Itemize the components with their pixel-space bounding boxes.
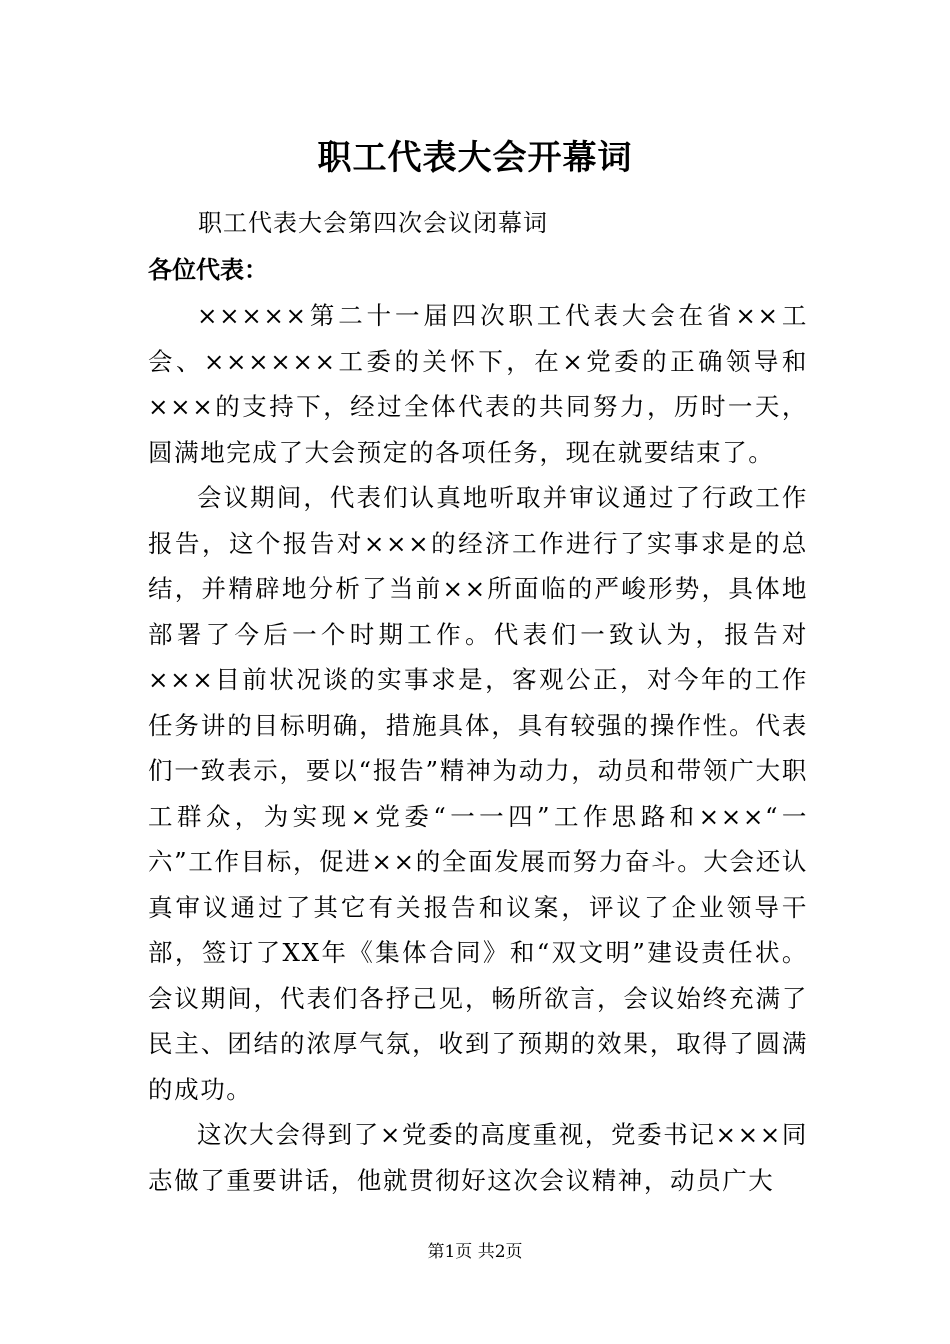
document-subtitle: 职工代表大会第四次会议闭幕词 — [198, 209, 548, 237]
paragraph-3: 这次大会得到了×党委的高度重视，党委书记×××同志做了重要讲话，他就贯彻好这次会议精神，动员广大 — [148, 1120, 808, 1195]
paragraph-1: ×××××第二十一届四次职工代表大会在省××工会、××××××工委的关怀下，在×党委的正确领导和×××的支持下，经过全体代表的共同努力，历时一天，圆满地完成了大会预定的各项任务，现在就要结束了。 — [148, 301, 808, 467]
body-text — [148, 293, 808, 1203]
salutation: 各位代表： — [148, 255, 268, 284]
page-footer: 第1页 共2页 — [427, 1242, 523, 1262]
paragraph-2: 会议期间，代表们认真地听取并审议通过了行政工作报告，这个报告对×××的经济工作进行了实事求是的总结，并精辟地分析了当前××所面临的严峻形势，具体地部署了今后一个时期工作。代表们一致认为，报告对×××目前状况谈的实事求是，客观公正，对今年的工作任务讲的目标明确，措施具体，具有较强的操作性。代表们一致表示，要以“报告”精神为动力，动员和带领广大职工群众，为实现×党委“一一四”工作思路和×××“一六”工作目标，促进××的全面发展而努力奋斗。大会还认真审议通过了其它有关报告和议案，评议了企业领导干部，签订了XX年《集体合同》和“双文明”建设责任状。会议期间，代表们各抒己见，畅所欲言，会议始终充满了民主、团结的浓厚气氛，收到了预期的效果，取得了圆满的成功。 — [148, 483, 808, 1104]
document-title: 职工代表大会开幕词 — [317, 138, 633, 178]
